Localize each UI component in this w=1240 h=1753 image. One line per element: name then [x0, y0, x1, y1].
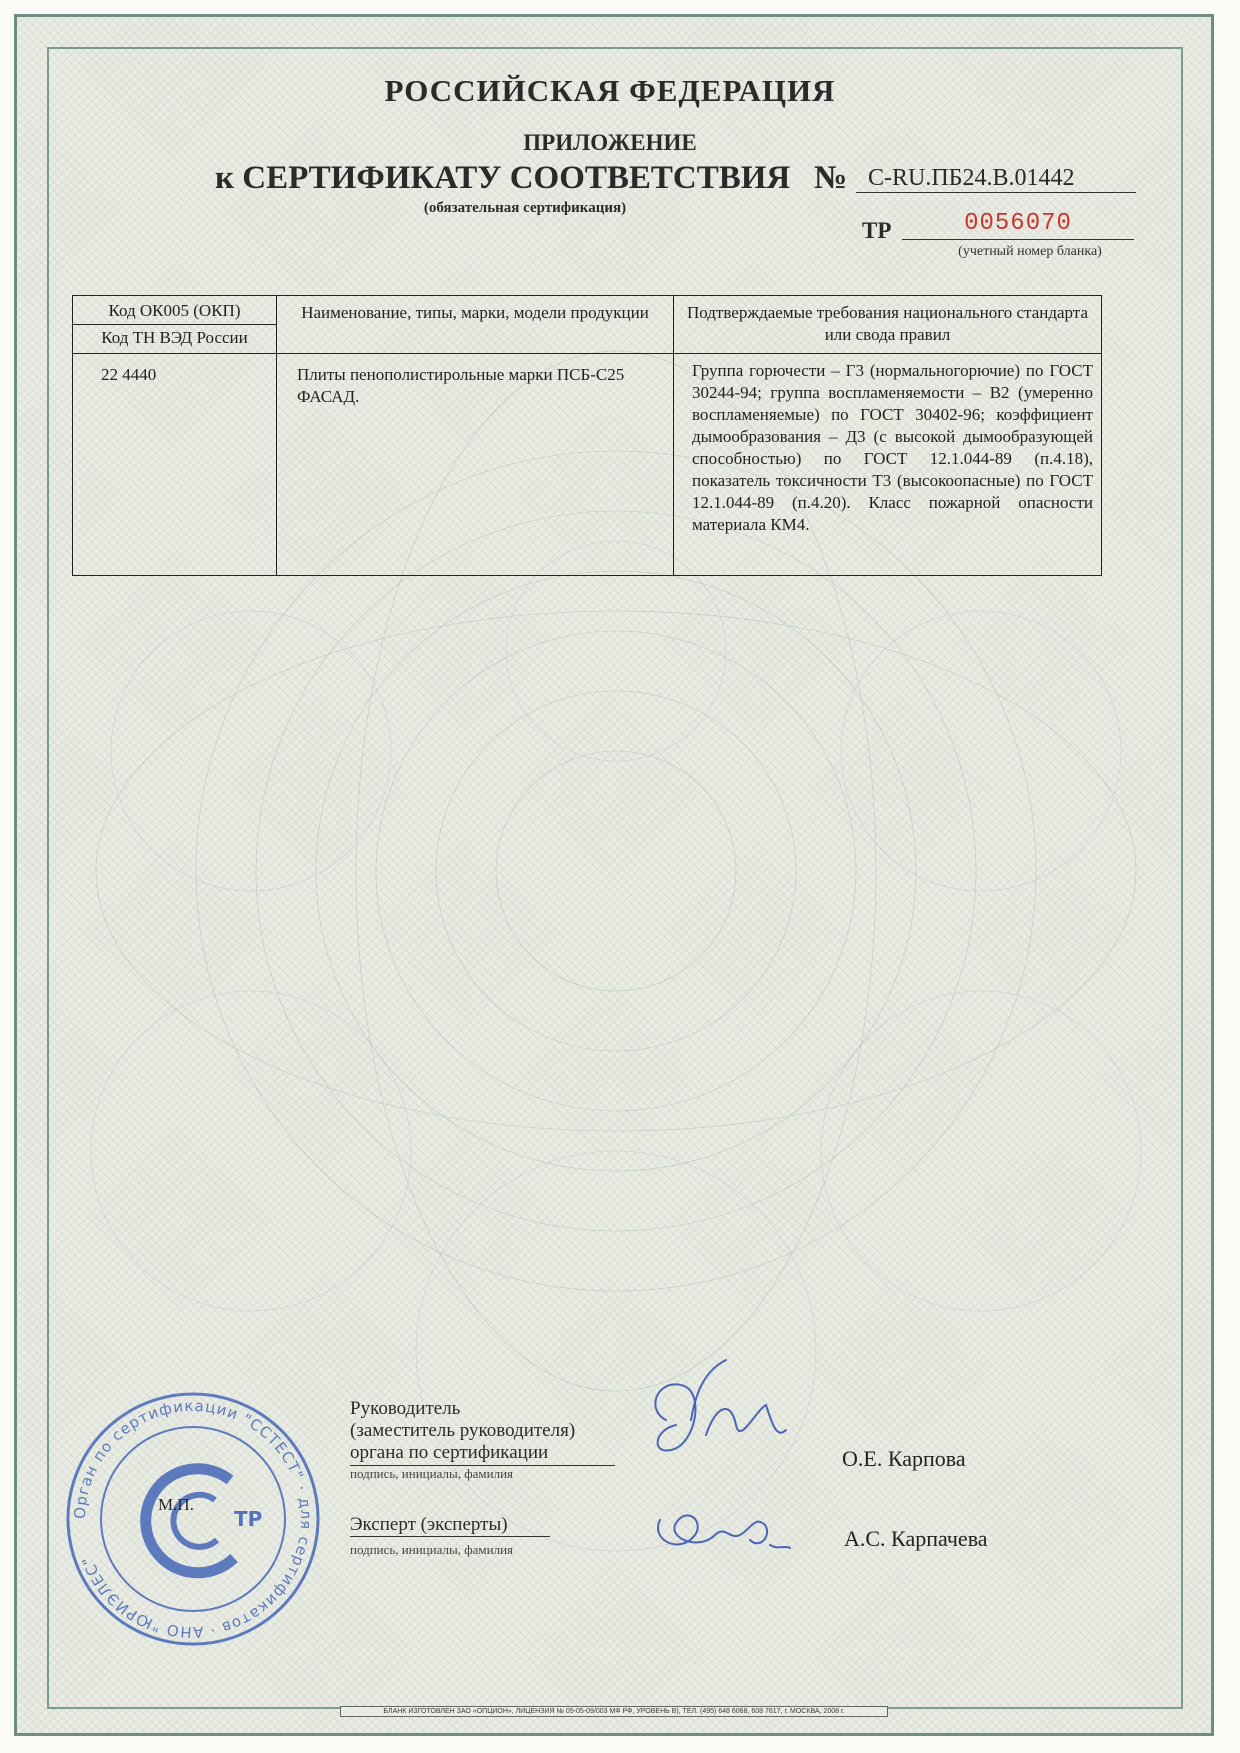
code-header-cell	[73, 296, 277, 354]
head-label-line2: (заместитель руководителя)	[350, 1420, 576, 1441]
certification-seal	[62, 1388, 324, 1650]
requirements-header: Подтверждаемые требования национального стандарта или свода правил	[674, 296, 1102, 354]
tr-label: ТР	[862, 218, 892, 243]
head-signature-label	[350, 1398, 615, 1466]
head-signature-hint: подпись, инициалы, фамилия	[350, 1466, 514, 1481]
seal-text: Орган по сертификации "ССТЕСТ" · для сертификатов · АНО "ЮРИЭЛЕС"	[70, 1396, 316, 1642]
svg-text:Орган по сертификации "ССТЕСТ"	[71, 1397, 315, 1641]
product-name-cell: Плиты пенополистирольные марки ПСБ-С25 ФАСАД.	[277, 354, 674, 576]
printer-note: БЛАНК ИЗГОТОВЛЕН ЗАО «ОПЦИОН», ЛИЦЕНЗИЯ № 05-05-09/003 МФ РФ, УРОВЕНЬ В), ТЕЛ. (495) 648 6068, 608 7617, г. МОСКВА, 2008 г.	[340, 1706, 888, 1717]
stamp-place-label: М.П.	[158, 1495, 194, 1514]
certificate-number: C-RU.ПБ24.В.01442	[856, 165, 1136, 193]
head-signature	[636, 1350, 796, 1490]
blank-number-note: (учетный номер бланка)	[958, 244, 1102, 259]
annex-title: ПРИЛОЖЕНИЕ	[523, 130, 697, 155]
number-sign: №	[814, 160, 848, 196]
svg-text:ТР: ТР	[234, 1507, 263, 1531]
head-label-line1: Руководитель	[350, 1398, 461, 1419]
expert-signature	[640, 1490, 800, 1570]
product-code-cell: 22 4440	[73, 354, 277, 576]
product-table	[72, 295, 1102, 576]
requirements-cell: Группа горючести – Г3 (нормальногорючие) по ГОСТ 30244-94; группа воспламеняемости – В2 (умеренно воспламеняемые) по ГОСТ 30402-96; коэффициент дымообразования – Д3 (с высокой дымообразующей способностью) по ГОСТ 12.1.044-89 (п.4.18), показатель токсичности Т3 (высокоопасные) по ГОСТ 12.1.044-89 (п.4.20). Класс пожарной опасности материала КМ4.	[674, 354, 1102, 576]
okp-code-header: Код ОК005 (ОКП)	[73, 296, 276, 325]
certification-type: (обязательная сертификация)	[423, 200, 627, 216]
expert-label: Эксперт (эксперты)	[350, 1514, 550, 1537]
certificate-title: к СЕРТИФИКАТУ СООТВЕТСТВИЯ	[215, 160, 791, 196]
tnved-code-header: Код ТН ВЭД России	[101, 328, 248, 347]
country-title: РОССИЙСКАЯ ФЕДЕРАЦИЯ	[384, 73, 836, 108]
expert-signature-hint: подпись, инициалы, фамилия	[350, 1542, 514, 1557]
table-row	[73, 354, 1102, 576]
head-label-line3: органа по сертификации	[350, 1442, 615, 1466]
expert-name: А.С. Карпачева	[844, 1526, 988, 1551]
blank-number: 0056070	[902, 210, 1134, 240]
head-name: О.Е. Карпова	[842, 1446, 966, 1471]
product-name-header: Наименование, типы, марки, модели продукции	[277, 296, 674, 354]
table-header-row	[73, 296, 1102, 354]
